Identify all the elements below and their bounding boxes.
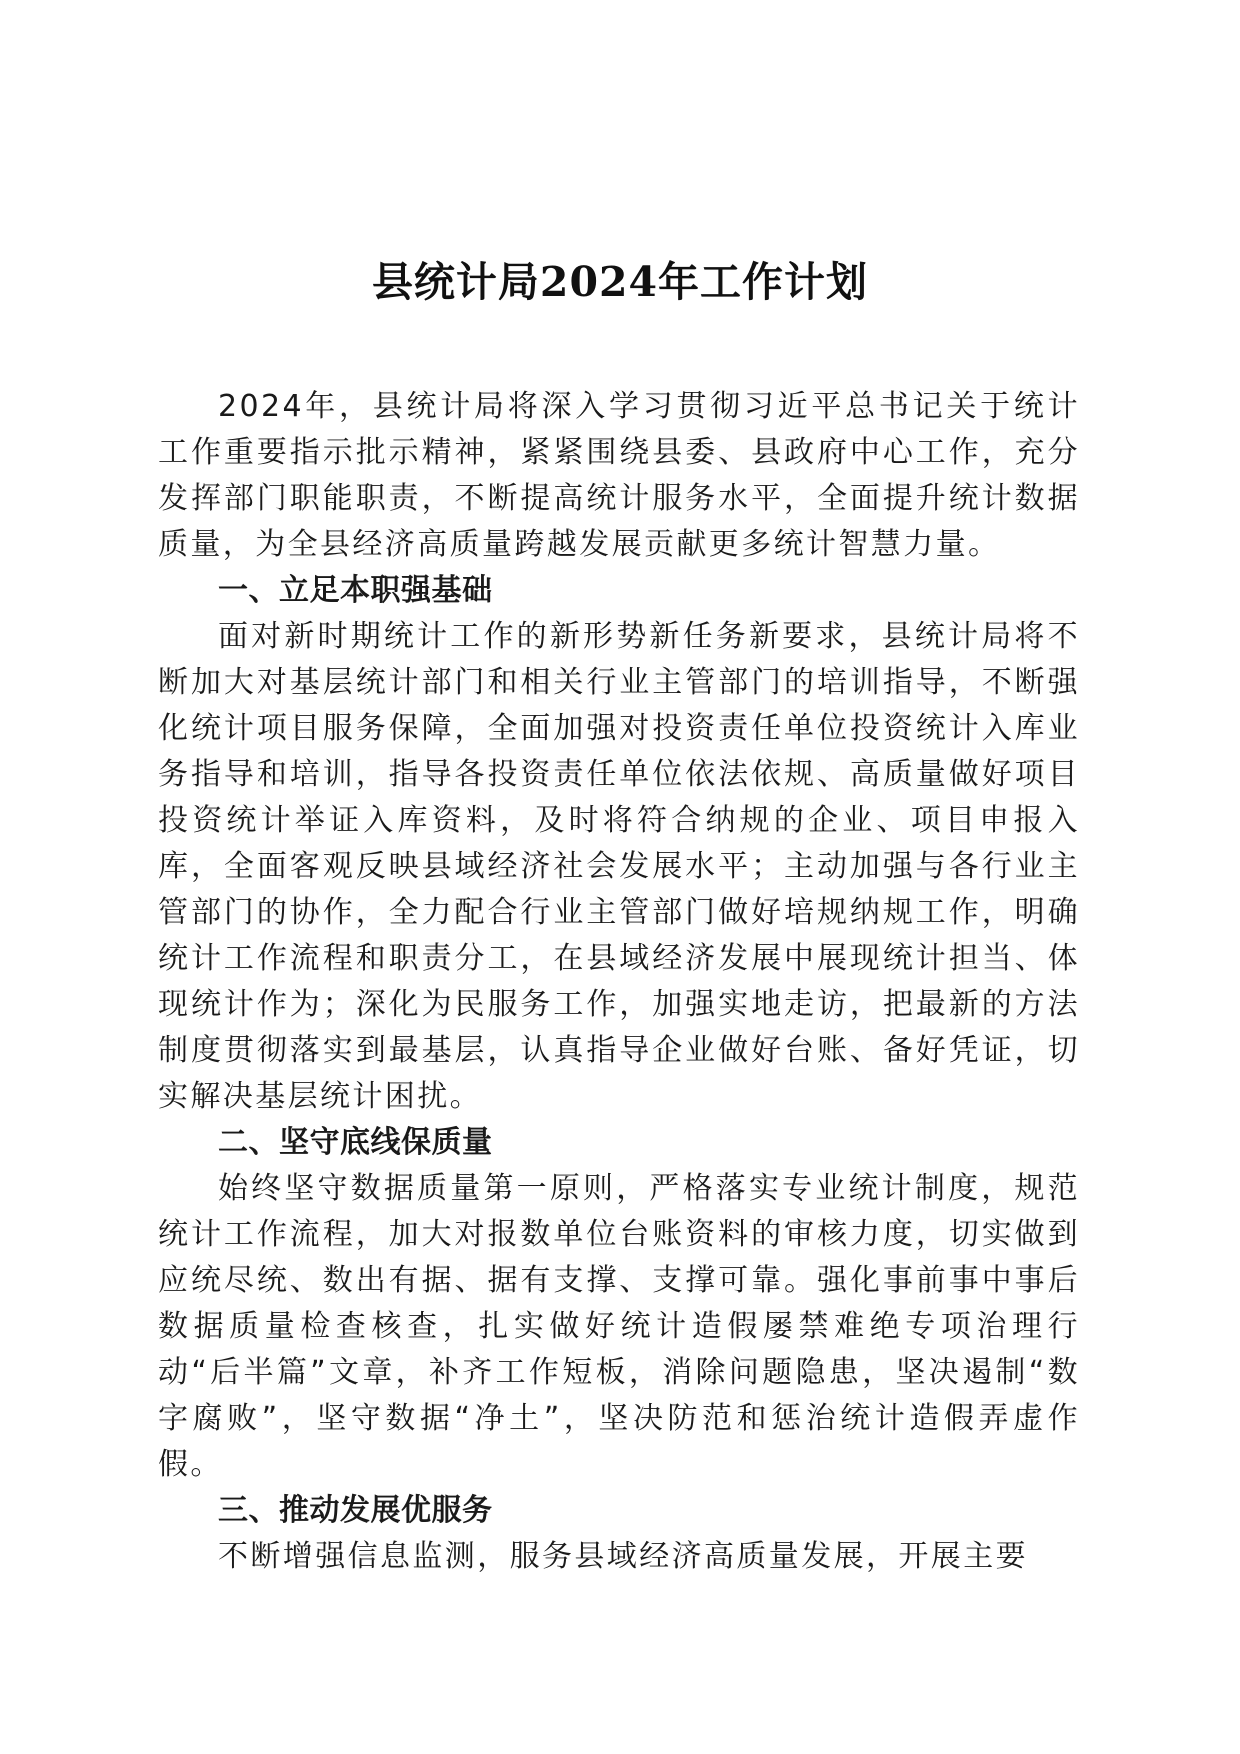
section-paragraph-1: 面对新时期统计工作的新形势新任务新要求，县统计局将不断加大对基层统计部门和相关行业主管部门的培训指导，不断强化统计项目服务保障，全面加强对投资责任单位投资统计入库业务指导和培训，指导各投资责任单位依法依规、高质量做好项目投资统计举证入库资料，及时将符合纳规的企业、项目申报入库，全面客观反映县域经济社会发展水平；主动加强与各行业主管部门的协作，全力配合行业主管部门做好培规纳规工作，明确统计工作流程和职责分工，在县域经济发展中展现统计担当、体现统计作为；深化为民服务工作，加强实地走访，把最新的方法制度贯彻落实到最基层，认真指导企业做好台账、备好凭证，切实解决基层统计困扰。 (158, 619, 1080, 1114)
section-paragraph-2: 始终坚守数据质量第一原则，严格落实专业统计制度，规范统计工作流程，加大对报数单位台账资料的审核力度，切实做到应统尽统、数出有据、据有支撑、支撑可靠。强化事前事中事后数据质量检查核查，扎实做好统计造假屡禁难绝专项治理行动“后半篇”文章，补齐工作短板，消除问题隐患，坚决遏制“数字腐败”，坚守数据“净土”，坚决防范和惩治统计造假弄虚作假。 (158, 1171, 1080, 1482)
document-title: 县统计局2024年工作计划 (371, 258, 869, 306)
document-body (158, 384, 1080, 1580)
intro-paragraph: 2024年，县统计局将深入学习贯彻习近平总书记关于统计工作重要指示批示精神，紧紧围绕县委、县政府中心工作，充分发挥部门职能职责，不断提高统计服务水平，全面提升统计数据质量，为全县经济高质量跨越发展贡献更多统计智慧力量。 (158, 389, 1080, 562)
section-heading-1: 一、立足本职强基础 (218, 573, 493, 608)
section-paragraph-3: 不断增强信息监测，服务县域经济高质量发展，开展主要 (218, 1539, 1028, 1574)
section-heading-2: 二、坚守底线保质量 (218, 1125, 493, 1160)
section-heading-3: 三、推动发展优服务 (218, 1493, 493, 1528)
